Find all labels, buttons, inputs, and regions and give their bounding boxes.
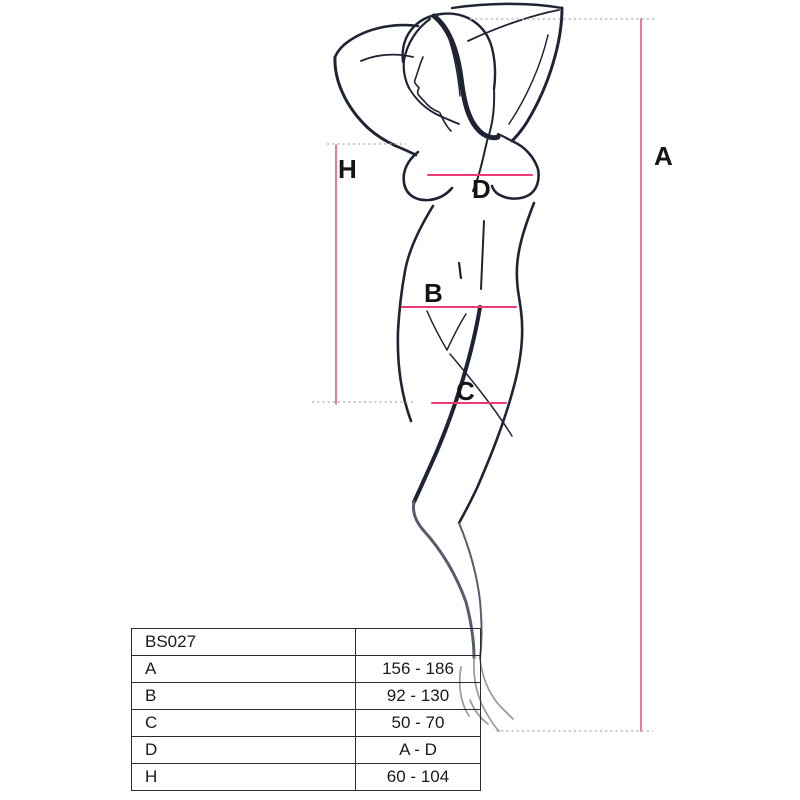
measure-label-a: A xyxy=(654,141,673,171)
measure-range-cell: 156 - 186 xyxy=(356,656,481,683)
right-upper-arm-inner xyxy=(509,35,548,124)
neck-line xyxy=(440,113,451,131)
right-breast xyxy=(492,142,539,199)
face-profile xyxy=(415,57,439,112)
right-waist xyxy=(517,203,534,311)
table-header-row xyxy=(132,629,481,656)
measure-label-b: B xyxy=(424,278,443,308)
pubic-line-left xyxy=(427,311,447,350)
hair-strand-temple xyxy=(409,88,459,124)
measurement-lines xyxy=(336,19,641,731)
table-row xyxy=(132,683,481,710)
measure-range-cell: 50 - 70 xyxy=(356,710,481,737)
measure-range-cell: 92 - 130 xyxy=(356,683,481,710)
figure-outline xyxy=(335,4,562,659)
measure-range-cell: A - D xyxy=(356,737,481,764)
measure-label-d: D xyxy=(472,174,491,204)
measure-label-h: H xyxy=(338,154,357,184)
right-forearm-bottom xyxy=(468,10,559,41)
size-table xyxy=(131,628,481,791)
navel xyxy=(459,263,461,278)
right-forearm-top xyxy=(452,4,562,8)
header-value-cell xyxy=(356,629,481,656)
measure-label-c: C xyxy=(456,376,475,406)
left-upper-arm xyxy=(335,57,396,146)
table-row xyxy=(132,764,481,791)
table-row xyxy=(132,710,481,737)
hair-front xyxy=(404,19,430,88)
measure-name-cell: B xyxy=(132,683,356,710)
product-code-cell: BS027 xyxy=(132,629,356,656)
measure-name-cell: C xyxy=(132,710,356,737)
rear-leg-outer xyxy=(459,311,522,523)
table-row xyxy=(132,656,481,683)
extension-lines xyxy=(312,19,656,731)
abdomen-inner-line xyxy=(481,221,484,289)
table-row xyxy=(132,737,481,764)
pubic-line-right xyxy=(447,314,466,350)
measure-name-cell: H xyxy=(132,764,356,791)
left-breast xyxy=(404,152,452,200)
left-armpit xyxy=(396,146,416,155)
measure-name-cell: D xyxy=(132,737,356,764)
right-upper-arm xyxy=(512,8,562,141)
measure-range-cell: 60 - 104 xyxy=(356,764,481,791)
measure-name-cell: A xyxy=(132,656,356,683)
